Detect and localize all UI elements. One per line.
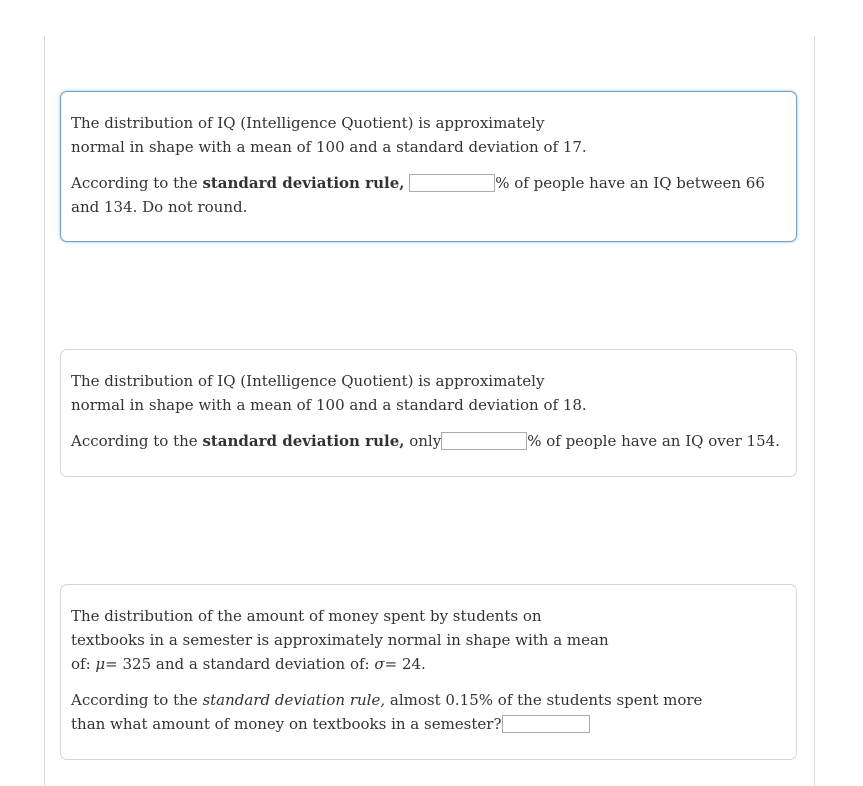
- question-2-stem: The distribution of IQ (Intelligence Quotient) is approximately normal in shape with a mean of 100 and a standard deviation of 18.: [71, 372, 587, 414]
- question-1-prefix: According to the: [71, 174, 203, 192]
- question-1-emphasis: standard deviation rule,: [202, 174, 405, 192]
- mu-symbol: μ: [95, 655, 106, 673]
- mu-value: = 325: [105, 655, 152, 673]
- question-3-emphasis: standard deviation rule,: [202, 691, 386, 709]
- question-3-answer-input[interactable]: [502, 715, 590, 733]
- question-2-emphasis: standard deviation rule,: [202, 432, 405, 450]
- question-3-prompt: [71, 688, 741, 736]
- question-2-suffix: % of people have an IQ over 154.: [527, 432, 780, 450]
- question-card-2: [60, 349, 797, 477]
- question-2-prompt: [71, 429, 786, 453]
- sigma-symbol: σ: [374, 655, 385, 673]
- question-2-answer-input[interactable]: [441, 432, 527, 450]
- question-2-prefix: According to the: [71, 432, 203, 450]
- sigma-value: = 24.: [384, 655, 426, 673]
- question-3-stem: [71, 604, 616, 676]
- question-3-stem-part1: The distribution of the amount of money spent by students on textbooks in a semester is approximately normal in shape with a mean of:: [71, 607, 609, 673]
- question-3-stem-part2: and a standard deviation of:: [151, 655, 375, 673]
- question-1-prompt: [71, 171, 786, 219]
- question-1-suffix: % of people have an IQ between 66 and 134. Do not round.: [71, 174, 765, 216]
- question-3-suffix: almost 0.15% of the students spent more than what amount of money on textbooks in a semester?: [71, 691, 703, 733]
- question-card-3: [60, 584, 797, 760]
- question-1-stem: The distribution of IQ (Intelligence Quotient) is approximately normal in shape with a mean of 100 and a standard deviation of 17.: [71, 114, 587, 156]
- question-1-answer-input[interactable]: [409, 174, 495, 192]
- question-card-1: [60, 91, 797, 242]
- question-3-prefix: According to the: [71, 691, 203, 709]
- question-2-after-emphasis: only: [404, 432, 442, 450]
